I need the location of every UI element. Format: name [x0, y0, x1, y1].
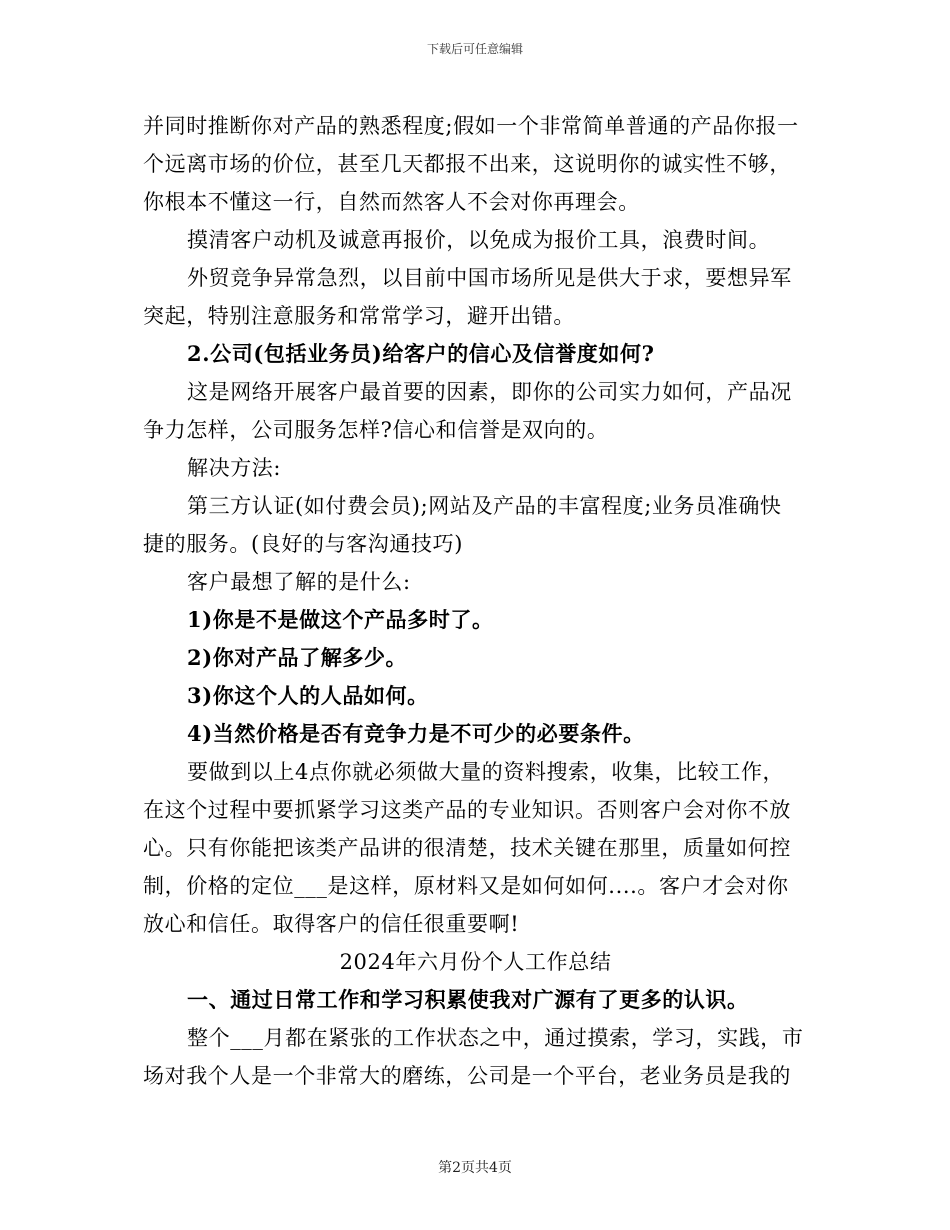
page-number-footer: 第2页共4页: [438, 1160, 512, 1176]
body-line: 心。只有你能把该类产品讲的很清楚，技术关键在那里，质量如何控: [143, 836, 791, 860]
body-line: 整个___月都在紧张的工作状态之中，通过摸索，学习，实践，市: [187, 1026, 804, 1050]
body-line: 突起，特别注意服务和常常学习，避开出错。: [143, 304, 575, 328]
body-line: 制，价格的定位___是这样，原材料又是如何如何....。客户才会对你: [143, 874, 789, 898]
body-line: 解决方法:: [187, 456, 282, 480]
body-line: 你根本不懂这一行，自然而然客人不会对你再理会。: [143, 190, 640, 214]
body-line: 客户最想了解的是什么:: [187, 570, 411, 594]
body-line: 摸清客户动机及诚意再报价，以免成为报价工具，浪费时间。: [187, 228, 771, 252]
section-heading: 一、通过日常工作和学习积累使我对广源有了更多的认识。: [187, 987, 749, 1012]
body-line: 捷的服务。(良好的与客沟通技巧): [143, 532, 463, 556]
body-line: 并同时推断你对产品的熟悉程度;假如一个非常简单普通的产品你报一: [143, 114, 799, 138]
body-line: 争力怎样，公司服务怎样?信心和信誉是双向的。: [143, 418, 609, 442]
body-line: 第三方认证(如付费会员);网站及产品的丰富程度;业务员准确快: [187, 494, 782, 518]
body-line: 个远离市场的价位，甚至几天都报不出来，这说明你的诚实性不够，: [143, 152, 791, 176]
list-item: 1)你是不是做这个产品多时了。: [187, 607, 494, 632]
body-line: 这是网络开展客户最首要的因素，即你的公司实力如何，产品况: [187, 380, 792, 404]
list-item: 2)你对产品了解多少。: [187, 645, 408, 670]
page-header: 下载后可任意编辑: [426, 42, 523, 56]
list-item: 3)你这个人的人品如何。: [187, 683, 429, 708]
body-line: 要做到以上4点你就必须做大量的资料搜索，收集，比较工作，: [187, 760, 785, 784]
body-line: 放心和信任。取得客户的信任很重要啊!: [143, 912, 520, 936]
document-body: [143, 107, 808, 1095]
body-line: 在这个过程中要抓紧学习这类产品的专业知识。否则客户会对你不放: [143, 798, 791, 822]
document-title: 2024年六月份个人工作总结: [339, 950, 612, 974]
section-heading: 2.公司(包括业务员)给客户的信心及信誉度如何?: [187, 341, 655, 366]
body-line: 场对我个人是一个非常大的磨练，公司是一个平台，老业务员是我的: [143, 1064, 791, 1088]
body-line: 外贸竞争异常急烈，以目前中国市场所见是供大于求，要想异军: [187, 266, 792, 290]
list-item: 4)当然价格是否有竞争力是不可少的必要条件。: [187, 721, 645, 746]
